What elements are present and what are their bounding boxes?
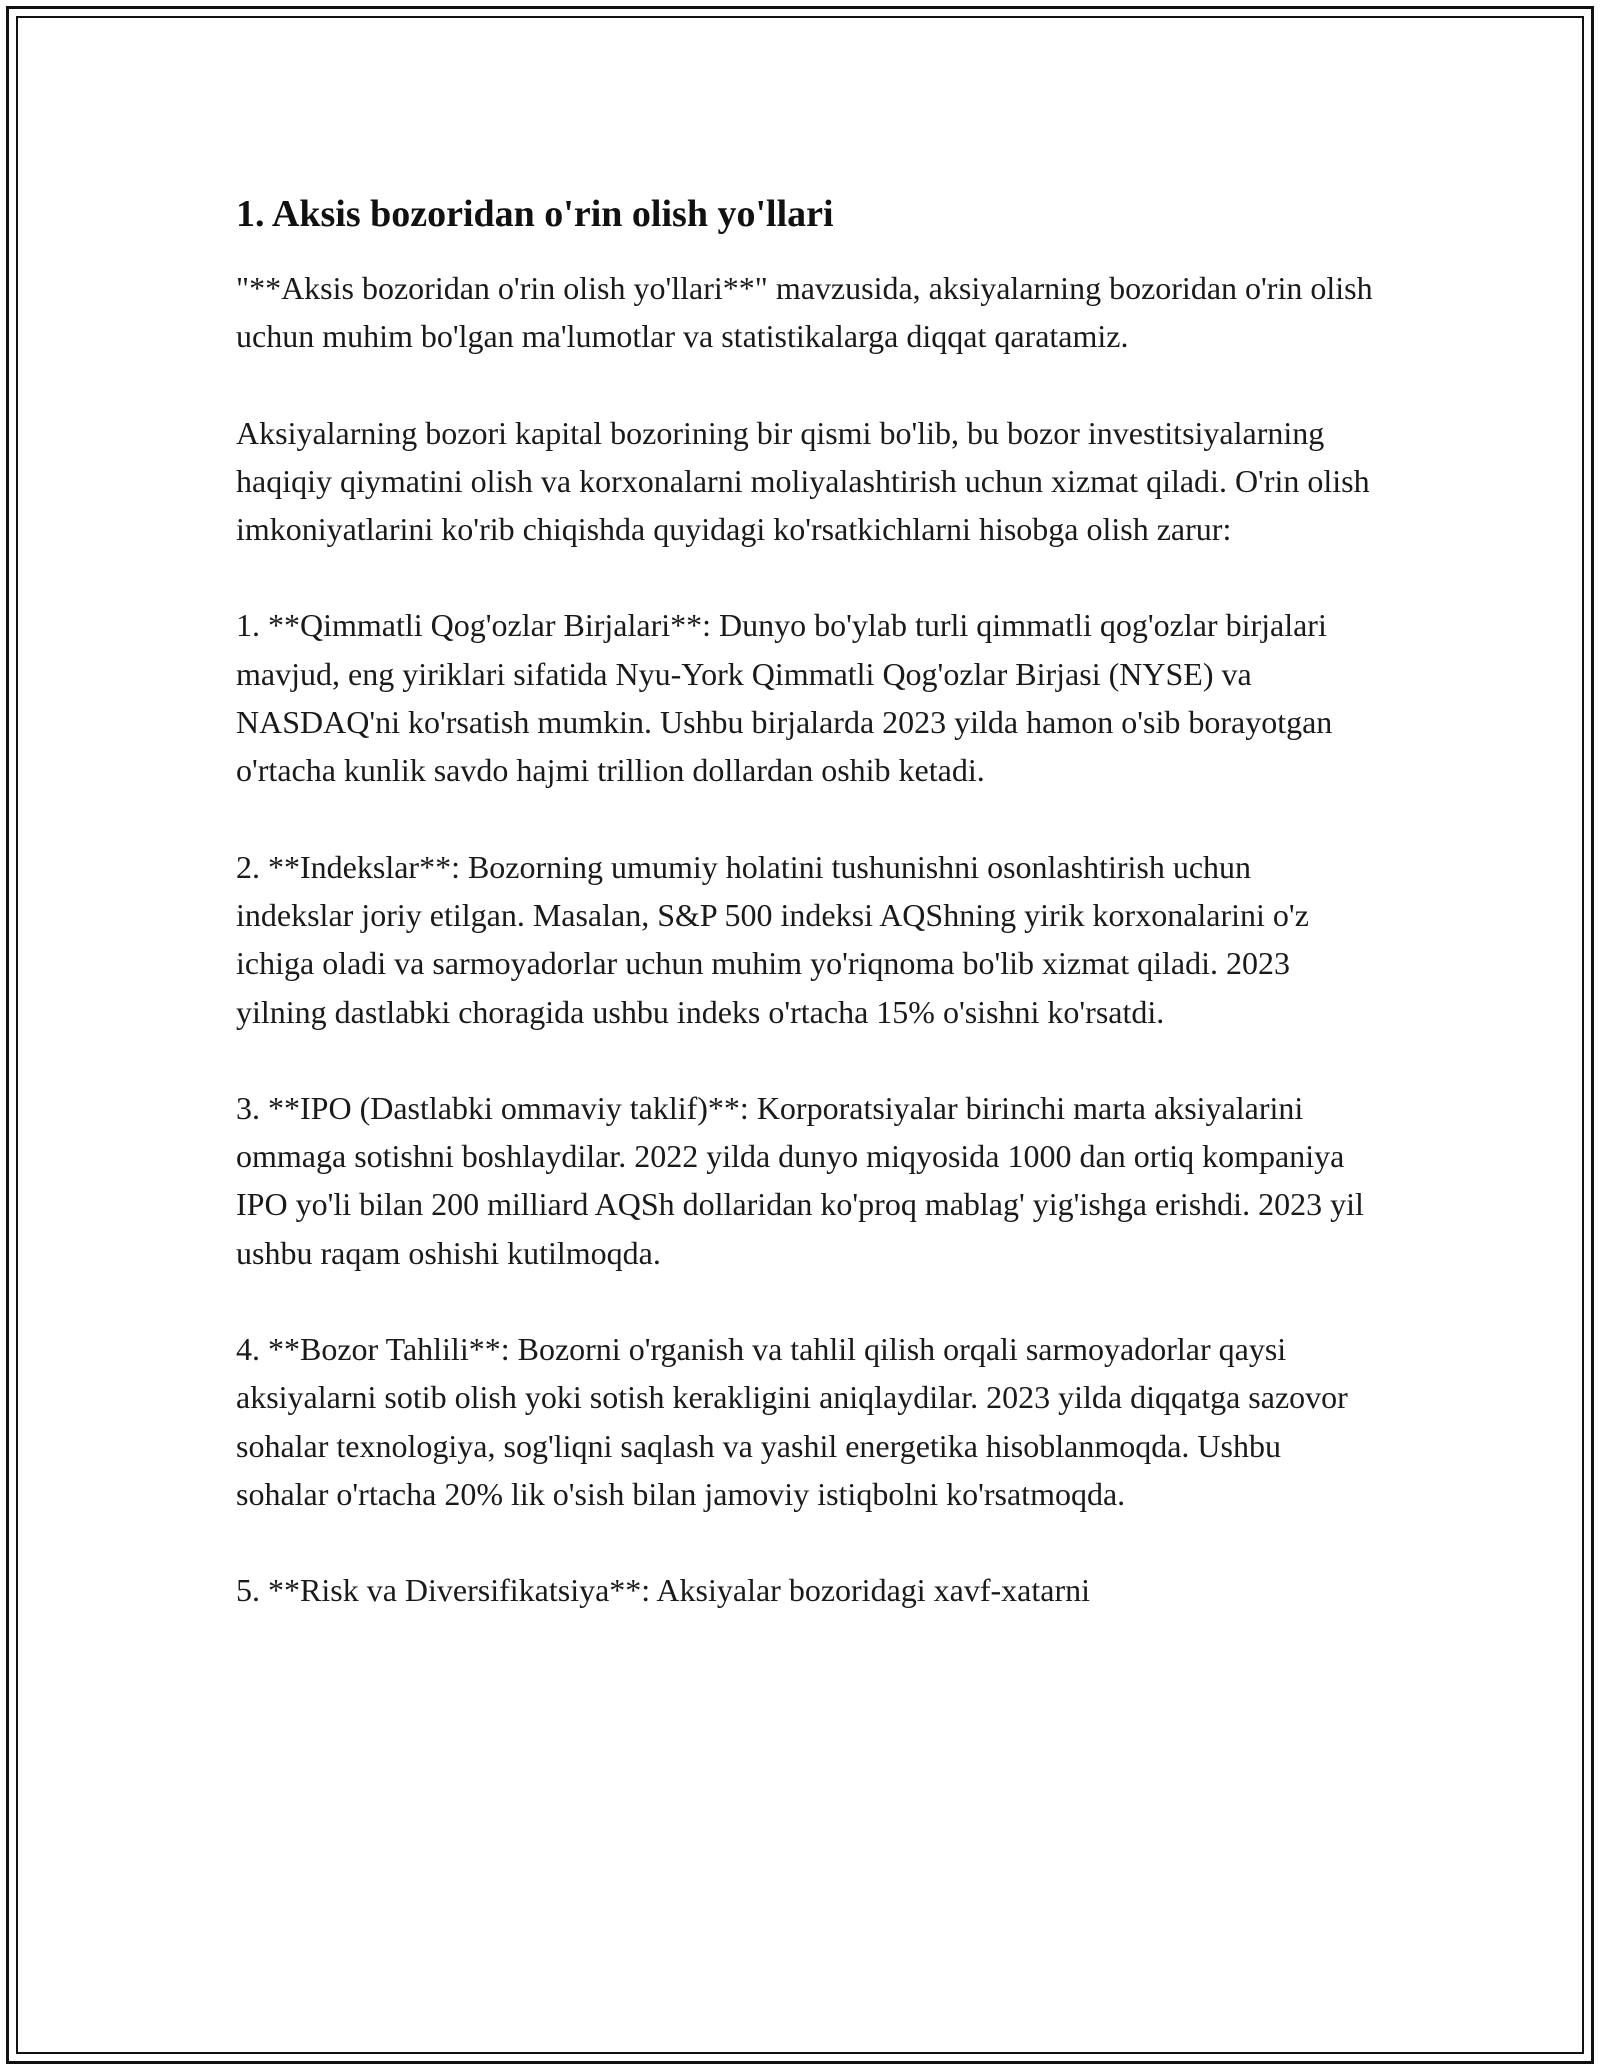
list-item-market-analysis: 4. **Bozor Tahlili**: Bozorni o'rganish va tahlil qilish orqali sarmoyadorlar qaysi aksiyalarni sotib olish yoki sotish kerakligini aniqlaydilar. 2023 yilda diqqatga sazovor sohalar texnologiya, sog'liqni saqlash va yashil energetika hisoblanmoqda. Ushbu sohalar o'rtacha 20% lik o'sish bilan jamoviy istiqbolni ko'rsatmoqda. [236, 1331, 1348, 1512]
document-body [236, 186, 1376, 1615]
document-title: 1. Aksis bozoridan o'rin olish yo'llari [236, 193, 834, 235]
list-item-risk-diversification: 5. **Risk va Diversifikatsiya**: Aksiyalar bozoridagi xavf-xatarni [236, 1572, 1091, 1609]
intro-paragraph: "**Aksis bozoridan o'rin olish yo'llari**" mavzusida, aksiyalarning bozoridan o'rin olish uchun muhim bo'lgan ma'lumotlar va statistikalarga diqqat qaratamiz. [236, 270, 1373, 355]
context-paragraph: Aksiyalarning bozori kapital bozorining bir qismi bo'lib, bu bozor investitsiyalarning haqiqiy qiymatini olish va korxonalarni moliyalashtirish uchun xizmat qiladi. O'rin olish imkoniyatlarini ko'rib chiqishda quyidagi ko'rsatkichlarni hisobga olish zarur: [236, 414, 1370, 548]
list-item-indices: 2. **Indekslar**: Bozorning umumiy holatini tushunishni osonlashtirish uchun indekslar joriy etilgan. Masalan, S&P 500 indeksi AQShning yirik korxonalarini o'z ichiga oladi va sarmoyadorlar uchun muhim yo'riqnoma bo'lib xizmat qiladi. 2023 yilning dastlabki choragida ushbu indeks o'rtacha 15% o'sishni ko'rsatdi. [236, 848, 1309, 1030]
list-item-stock-exchanges: 1. **Qimmatli Qog'ozlar Birjalari**: Dunyo bo'ylab turli qimmatli qog'ozlar birjalari mavjud, eng yiriklari sifatida Nyu-York Qimmatli Qog'ozlar Birjasi (NYSE) va NASDAQ'ni ko'rsatish mumkin. Ushbu birjalarda 2023 yilda hamon o'sib borayotgan o'rtacha kunlik savdo hajmi trillion dollardan oshib ketadi. [236, 607, 1333, 789]
list-item-ipo: 3. **IPO (Dastlabki ommaviy taklif)**: Korporatsiyalar birinchi marta aksiyalarini ommaga sotishni boshlaydilar. 2022 yilda dunyo miqyosida 1000 dan ortiq kompaniya IPO yo'li bilan 200 milliard AQSh dollaridan ko'proq mablag' yig'ishga erishdi. 2023 yil ushbu raqam oshishi kutilmoqda. [236, 1089, 1364, 1271]
